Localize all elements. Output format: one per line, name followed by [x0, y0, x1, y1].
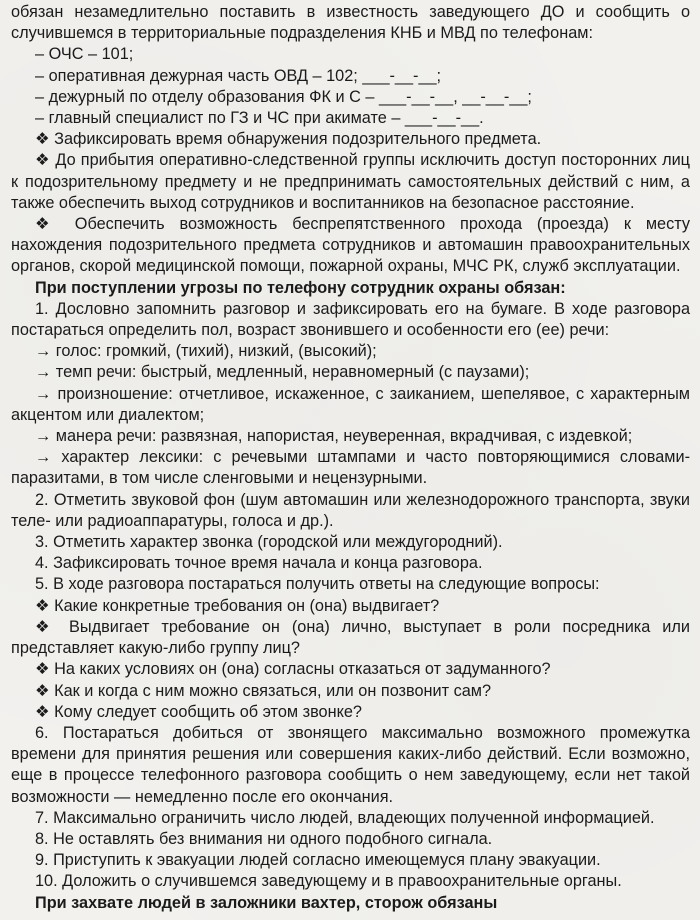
section-heading-phone-threat: При поступлении угрозы по телефону сотрудник охраны обязан:	[35, 278, 566, 297]
bullet-restrict-access: ❖ До прибытия оперативно-следственной группы исключить доступ посторонних лиц к подозрительному предмету и не предпринимать самостоятельных действий с ним, а также обеспечить выход сотрудников и воспитанников на безопасное расстояние.	[11, 151, 690, 212]
paragraph-intro: обязан незамедлительно поставить в известность заведующего ДО и сообщить о случившемся в территориальные подразделения КНБ и МВД по телефонам:	[11, 3, 690, 43]
question-demands: ❖ Какие конкретные требования он (она) выдвигает?	[35, 596, 440, 615]
step-2: 2. Отметить звуковой фон (шум автомашин или железнодорожного транспорта, звуки теле- или радиоаппаратуры, голоса и др.).	[11, 490, 690, 530]
phone-item-education: – дежурный по отделу образования ФК и С – ___-__-__, __-__-__;	[35, 87, 532, 106]
speech-manner: → манера речи: развязная, напористая, неуверенная, вкрадчивая, с издевкой;	[35, 427, 633, 446]
section-heading-hostages: При захвате людей в заложники вахтер, сторож обязаны	[35, 893, 498, 912]
speech-voice: → голос: громкий, (тихий), низкий, (высокий);	[35, 342, 377, 361]
question-whom-to-notify: ❖ Кому следует сообщить об этом звонке?	[35, 702, 362, 721]
step-4: 4. Зафиксировать точное время начала и конца разговора.	[35, 554, 483, 573]
question-intermediary: ❖ Выдвигает требование он (она) лично, выступает в роли посредника или представляет какую-либо группу лиц?	[11, 617, 690, 658]
phone-item-ovd: – оперативная дежурная часть ОВД – 102; ___-__-__;	[35, 66, 442, 85]
step-9: 9. Приступить к эвакуации людей согласно имеющемуся плану эвакуации.	[35, 851, 601, 870]
step-8: 8. Не оставлять без внимания ни одного подобного сигнала.	[35, 829, 493, 848]
speech-lexicon: → характер лексики: с речевыми штампами и часто повторяющимися словами-паразитами, в том числе сленговыми и нецензурными.	[11, 448, 690, 488]
step-1: 1. Дословно запомнить разговор и зафиксировать его на бумаге. В ходе разговора постараться определить пол, возраст звонившего и особенности его (ее) речи:	[11, 299, 690, 340]
step-3: 3. Отметить характер звонка (городской или междугородний).	[35, 533, 503, 552]
step-5: 5. В ходе разговора постараться получить ответы на следующие вопросы:	[35, 575, 600, 594]
phone-item-ochs: – ОЧС – 101;	[35, 45, 134, 64]
step-7: 7. Максимально ограничить число людей, владеющих полученной информацией.	[35, 808, 655, 827]
step-10: 10. Доложить о случившемся заведующему и в правоохранительные органы.	[35, 872, 622, 891]
bullet-fix-time: ❖ Зафиксировать время обнаружения подозрительного предмета.	[35, 130, 542, 149]
speech-pronunciation: → произношение: отчетливое, искаженное, с заиканием, шепелявое, с характерным акцентом или диалектом;	[11, 384, 690, 424]
bullet-ensure-passage: ❖ Обеспечить возможность беспрепятственного прохода (проезда) к месту нахождения подозрительного предмета сотрудников и автомашин правоохранительных органов, скорой медицинской помощи, пожарной охраны, МЧС РК, служб эксплуатации.	[11, 215, 690, 276]
question-contact: ❖ Как и когда с ним можно связаться, или он позвонит сам?	[35, 681, 492, 700]
step-6: 6. Постараться добиться от звонящего максимально возможного промежутка времени для принятия решения или совершения каких-либо действий. Если возможно, еще в процессе телефонного разговора сообщить о нем заведующему, если нет такой возможности — немедленно после его окончания.	[11, 723, 690, 806]
phone-item-specialist: – главный специалист по ГЗ и ЧС при акимате – ___-__-__.	[35, 109, 484, 128]
question-conditions: ❖ На каких условиях он (она) согласны отказаться от задуманного?	[35, 660, 551, 679]
speech-tempo: → темп речи: быстрый, медленный, неравномерный (с паузами);	[35, 363, 530, 382]
